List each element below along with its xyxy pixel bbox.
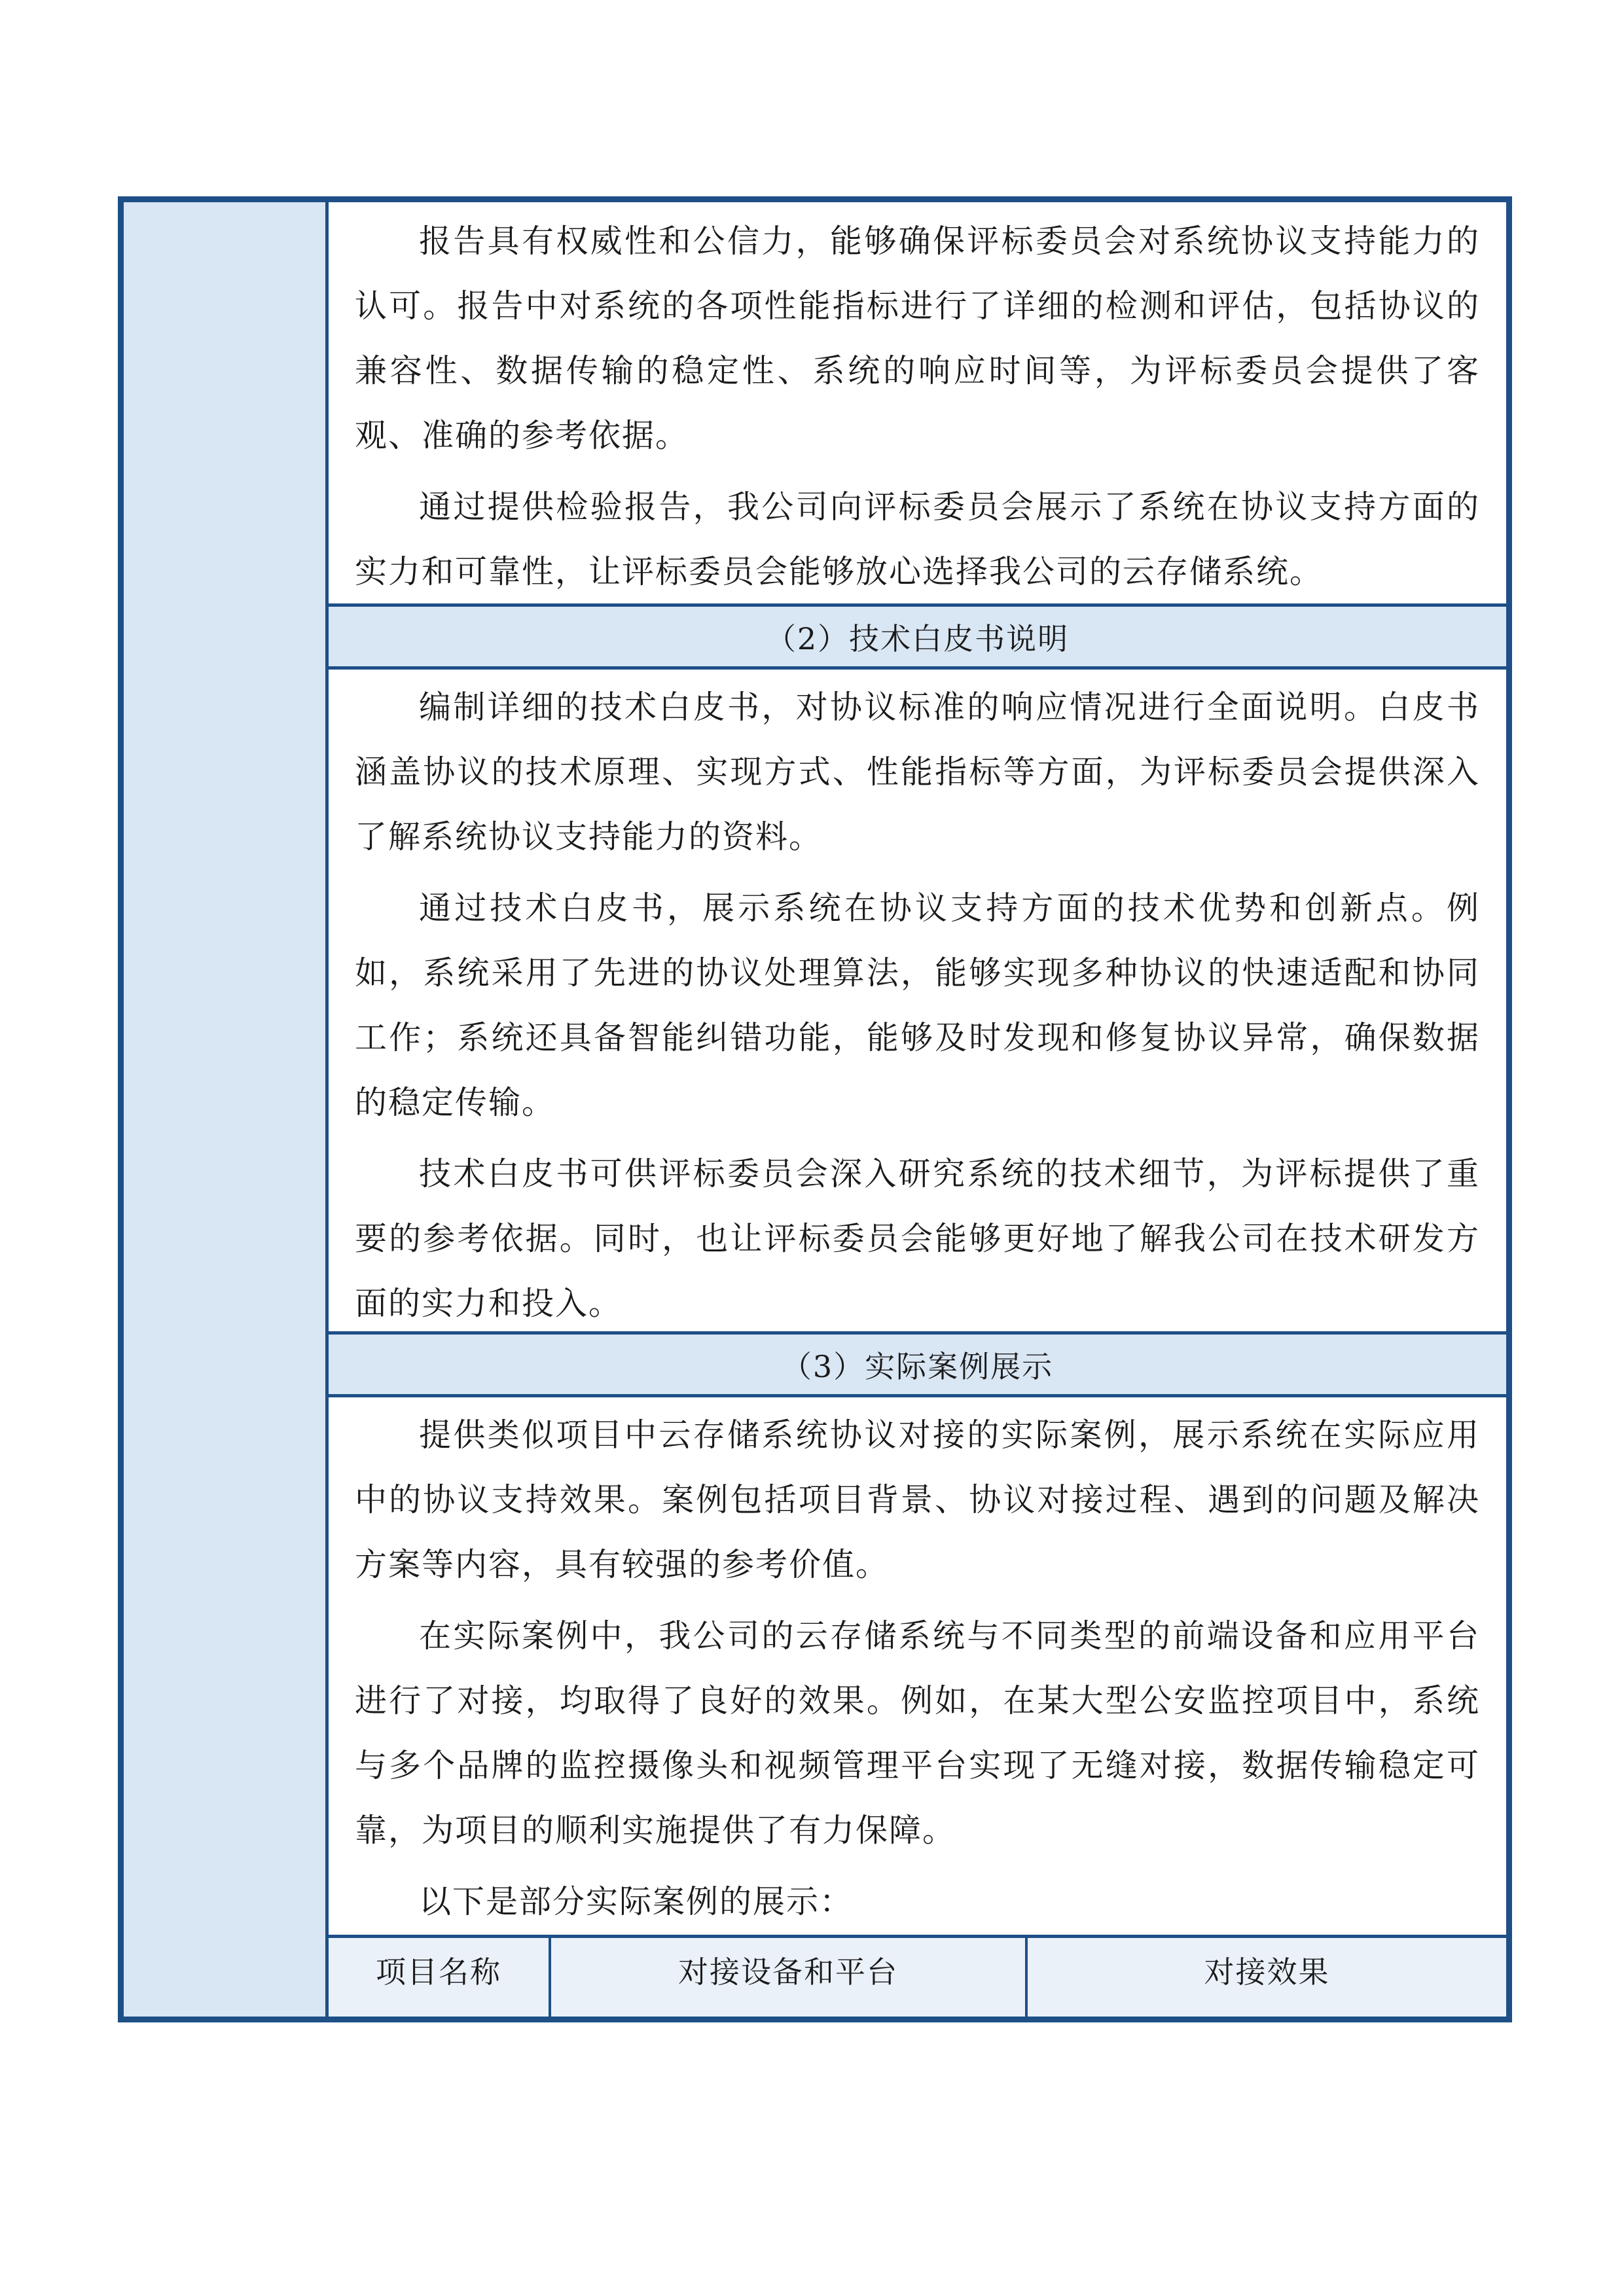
column-header-devices-platforms: 对接设备和平台 [551, 1938, 1028, 2017]
section-heading-whitepaper: （2）技术白皮书说明 [329, 607, 1506, 670]
paragraph: 通过技术白皮书，展示系统在协议支持方面的技术优势和创新点。例如，系统采用了先进的协议处理算法，能够实现多种协议的快速适配和协同工作；系统还具备智能纠错功能，能够及时发现和修复协议异常，确保数据的稳定传输。 [355, 889, 1480, 1121]
section-inspection-report [329, 202, 1506, 607]
section-whitepaper [329, 670, 1506, 1335]
column-header-result: 对接效果 [1204, 1954, 1330, 1990]
section-heading-case-study: （3）实际案例展示 [329, 1335, 1506, 1397]
content-column [329, 202, 1506, 2017]
paragraph: 技术白皮书可供评标委员会深入研究系统的技术细节，为评标提供了重要的参考依据。同时，也让评标委员会能够更好地了解我公司在技术研发方面的实力和投入。 [355, 1155, 1480, 1322]
paragraph: 以下是部分实际案例的展示： [419, 1883, 854, 1920]
paragraph: 报告具有权威性和公信力，能够确保评标委员会对系统协议支持能力的认可。报告中对系统的各项性能指标进行了详细的检测和评估，包括协议的兼容性、数据传输的稳定性、系统的响应时间等，为评标委员会提供了客观、准确的参考依据。 [355, 223, 1480, 454]
section-case-study [329, 1397, 1506, 1938]
paragraph: 编制详细的技术白皮书，对协议标准的响应情况进行全面说明。白皮书涵盖协议的技术原理、实现方式、性能指标等方面，为评标委员会提供深入了解系统协议支持能力的资料。 [355, 689, 1480, 855]
paragraph: 在实际案例中，我公司的云存储系统与不同类型的前端设备和应用平台进行了对接，均取得了良好的效果。例如，在某大型公安监控项目中，系统与多个品牌的监控摄像头和视频管理平台实现了无缝对接，数据传输稳定可靠，为项目的顺利实施提供了有力保障。 [355, 1617, 1480, 1849]
paragraph: 通过提供检验报告，我公司向评标委员会展示了系统在协议支持方面的实力和可靠性，让评标委员会能够放心选择我公司的云存储系统。 [355, 488, 1480, 590]
column-header-project-name: 项目名称 [329, 1938, 551, 2017]
document-table [118, 196, 1512, 2022]
case-table-header [329, 1938, 1506, 2017]
paragraph: 提供类似项目中云存储系统协议对接的实际案例，展示系统在实际应用中的协议支持效果。案例包括项目背景、协议对接过程、遇到的问题及解决方案等内容，具有较强的参考价值。 [355, 1416, 1480, 1583]
left-label-column [124, 202, 329, 2017]
